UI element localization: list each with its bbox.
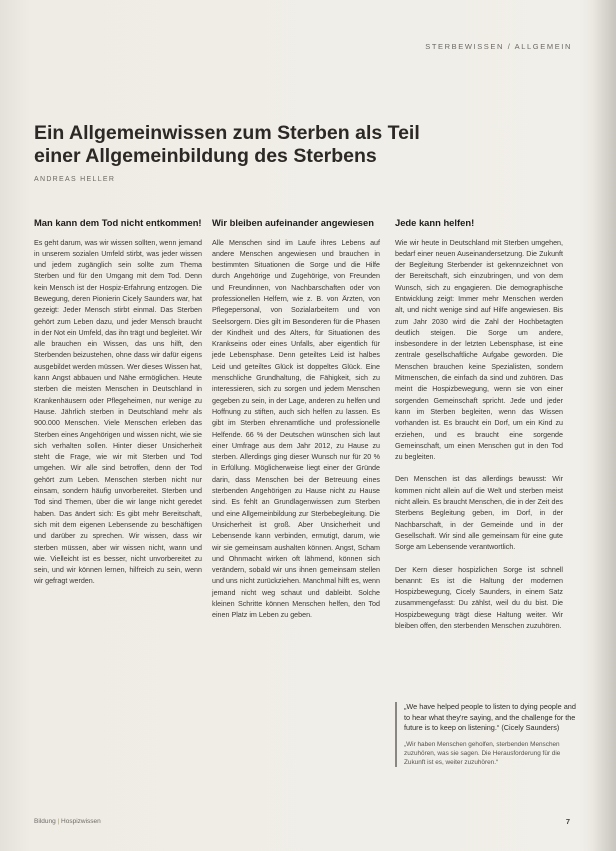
author-byline: ANDREAS HELLER (34, 176, 116, 183)
article-title (34, 122, 474, 168)
body-paragraph: Der Kern dieser hospizlichen Sorge ist schnell benannt: Es ist die Haltung der modernen Hospizbewegung, Cicely Saunders, in einem Satz zusammengefasst: Du zählst, weil du du bist. Die Hospizbewegung trägt diese Haltung weiter. Wir bleiben offen, den sterbenden Menschen zuzuhören. (395, 565, 563, 630)
pull-quote (395, 702, 579, 767)
page-spine-shadow (592, 0, 616, 851)
column-heading: Wir bleiben aufeinander angewiesen (212, 217, 374, 228)
column-heading: Man kann dem Tod nicht entkommen! (34, 217, 202, 228)
footer-label-a: Bildung (34, 818, 56, 825)
footer-divider: | (57, 818, 60, 825)
column-3 (395, 217, 563, 632)
quote-german: „Wir haben Menschen geholfen, sterbenden Menschen zuzuhören, was sie sagen. Die Herausforderung für die Zukunft ist es, weiter zuzuhören.“ (404, 740, 561, 766)
quote-english: „We have helped people to listen to dying people and to hear what they're saying, and the challenge for the future is to keep on listening.“ (Cicely Saunders) (404, 702, 576, 732)
body-paragraph: Alle Menschen sind im Laufe ihres Lebens auf andere Menschen angewiesen und brauchen in bestimmten Situationen die Sorge und die Hilfe durch Angehörige und Zugehörige, von Freunden und Freundinnen, von Nachbarschaften oder von professionellen Helfern, wie z. B. von Ärzten, von Pflegepersonal, von Sozialarbeitern und von Seelsorgern. Dies gilt im Besonderen für die Phasen der Kindheit und des Alters, für Situationen des Krankseins oder eines Unfalls, aber eigentlich für jede Lebensphase. Denn geteiltes Leid ist halbes Leid und geteiltes Glück ist doppeltes Glück. Eine menschliche Grundhaltung, die Fähigkeit, sich zu interessieren, sich zu sorgen und jedem Menschen gegeben zu sein, in der Lage, anderen zu helfen und Hoffnung zu stiften, auch sich helfen zu lassen. Es gibt im Sterben ehrenamtliche und professionelle Helfende. 66 % der Deutschen wünschen sich laut einer Umfrage aus dem Jahr 2012, zu Hause zu sterben. Allerdings ging dieser Wunsch nur für 20 % in Erfüllung. Möglicherweise liegt einer der Gründe darin, dass Menschen bei der Betreuung eines sterbenden Angehörigen zu Hause nicht zu Hause sind. Es fehlt an Grundlagenwissen zum Sterben und eine Allgemeinbildung zur Sterbebegleitung. Die Unsicherheit ist groß. Aber Unsicherheit und Lebensende kann verbinden, ermutigt, darum, wie wir sie gemeinsam aushalten können. Angst, Scham und Ohnmacht wirken oft lähmend, können sich verändern, sobald wir uns ihnen gemeinsam stellen und uns nicht zurückziehen. Manchmal hilft es, wenn jemand nicht weg schaut und dableibt. Solche kleinen Schritte können Menschen helfen, den Tod einen Platz im Leben zu geben. (212, 238, 380, 620)
footer-label-b: Hospizwissen (61, 818, 101, 825)
column-2 (212, 217, 380, 622)
section-tag: STERBEWISSEN / ALLGEMEIN (425, 42, 572, 51)
column-1 (34, 217, 202, 588)
body-paragraph: Wie wir heute in Deutschland mit Sterben umgehen, bedarf einer neuen Auseinandersetzung. Die Zukunft der Begleitung Sterbender ist gekennzeichnet von der Bereitschaft, sich einzubringen, und von dem Wunsch, sich zu engagieren. Die demographische Entwicklung zeigt: Immer mehr Menschen werden alt, und nicht wenige sind auf Hilfe angewiesen. Bis zum Jahr 2030 wird die Zahl der Hochbetagten deutlich steigen. Die Sorge um andere, insbesondere in der letzten Lebensphase, ist eine zentrale gesellschaftliche Aufgabe geworden. Die Menschen brauchen keine Spezialisten, sondern Mitmenschen, die einfach da sind und zuhören. Das meint die Hospizbewegung, wenn sie von einer sorgenden Gemeinschaft spricht. Jede und jeder kann im Sterben begleiten, wenn das Wissen vorhanden ist. Es braucht ein Dorf, um ein Kind zu erziehen, und es braucht eine sorgende Gemeinschaft, um einen Menschen gut in den Tod zu begleiten. (395, 238, 563, 462)
title-line-1: Ein Allgemeinwissen zum Sterben als Teil (34, 122, 420, 144)
title-line-2: einer Allgemeinbildung des Sterbens (34, 145, 377, 167)
body-paragraph: Den Menschen ist das allerdings bewusst: Wir kommen nicht allein auf die Welt und sterben meist nicht allein. Es braucht Menschen, die in der Zeit des Sterbens Begleitung geben, im Dorf, in der Nachbarschaft, in der Gemeinde und in der Gesellschaft. Wir sind alle gemeinsam für eine gute Sorge am Lebensende verantwortlich. (395, 475, 563, 552)
footer-publication (34, 818, 101, 825)
column-heading: Jede kann helfen! (395, 217, 475, 228)
body-paragraph: Es geht darum, was wir wissen sollten, wenn jemand in unserem sozialen Umfeld stirbt, was jeder wissen und jedem zugänglich sein sollte zum Thema Sterben und für den Umgang mit dem Tod. Denn kein Mensch ist der Hospiz-Erfahrung entzogen. Die Bewegung, deren Pionierin Cicely Saunders war, hat gezeigt: Jeder Mensch stirbt einmal. Das Sterben gehört zum Leben dazu, und jeder Mensch braucht in der Not ein Umfeld, das ihn trägt und begleitet. Wir alle brauchen ein Wissen, das uns hilft, den Sterbenden beizustehen, ohne dass wir dafür eigens ausgebildet werden müssen. Wer dieses Wissen hat, kann Angst abbauen und Nähe ermöglichen. Heute sterben die meisten Menschen in Deutschland in Krankenhäusern oder Pflegeheimen, nur wenige zu Hause. Jährlich sterben in Deutschland mehr als 900.000 Menschen. Viele Menschen erleben das Sterben eines Angehörigen und wissen nicht, wie sie sich verhalten sollen. Hinter dieser Unsicherheit steht die Frage, wie wir mit Sterben und Tod umgehen. Wir alle sind betroffen, denn der Tod gehört zum Leben. Menschen sterben nicht nur einsam, sondern häufig unvorbereitet. Sterben und Tod sind Themen, über die wir lange nicht geredet haben. Das ändert sich: Es gibt mehr Bereitschaft, sich mit dem eigenen Lebensende zu beschäftigen und darüber zu sprechen. Wir wissen, dass wir sterben müssen, aber wir wissen nicht, wann und wie. Vielleicht ist es besser, nicht unvorbereitet zu sein, und wir können lernen, hilfreich zu sein, wenn wir gefragt werden. (34, 238, 202, 586)
page-number: 7 (565, 817, 570, 826)
